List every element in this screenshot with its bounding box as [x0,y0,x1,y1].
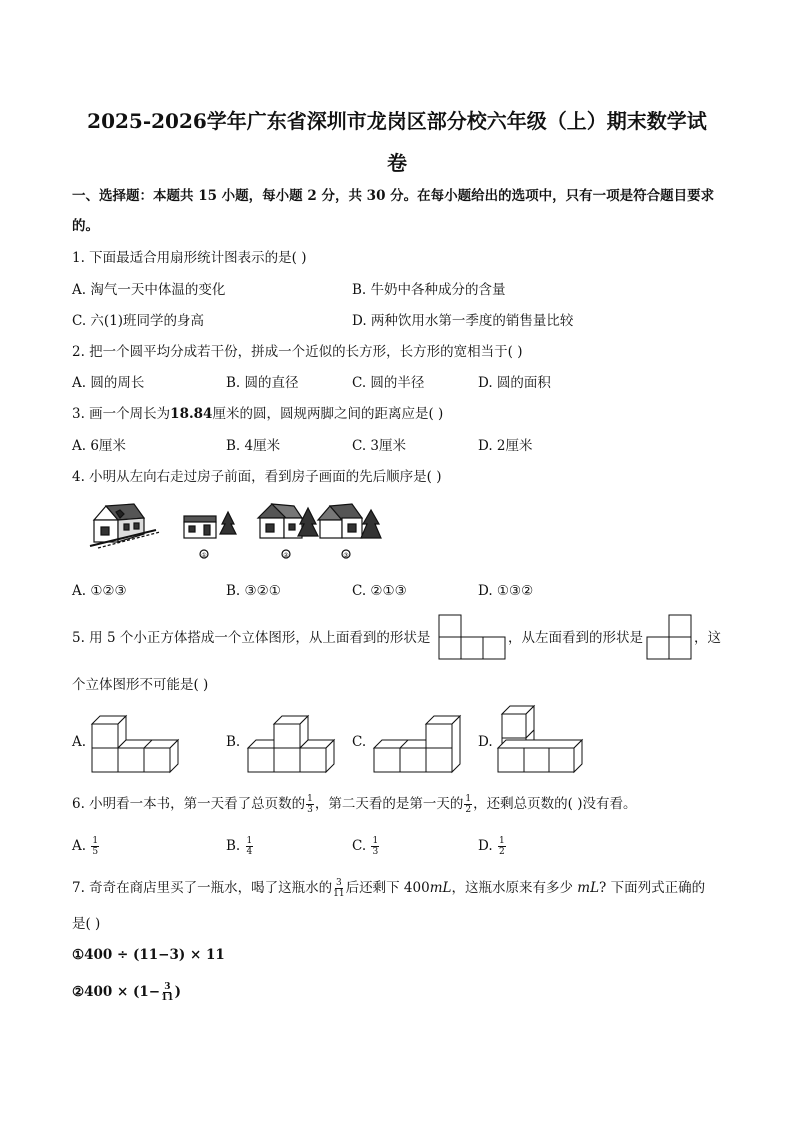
q4-stem: 4. 小明从左向右走过房子前面，看到房子画面的先后顺序是( ) [72,469,442,485]
q6-fraction-1-den: 3 [307,805,313,815]
q6-option-a-num: 1 [92,836,99,846]
q2-option-c[interactable]: C. 圆的半径 [352,375,425,391]
q4-house-illustrations [86,500,386,562]
q6-option-d-num: 1 [498,836,505,846]
q1-stem: 1. 下面最适合用扇形统计图表示的是( ) [72,250,307,266]
q5-stem-pre: 5. 用 5 个小正方体搭成一个立体图形，从上面看到的形状是 [72,630,431,646]
q5-option-d[interactable]: D. [478,734,493,750]
section-header-line-2: 的。 [72,218,99,234]
q7-option-2-fraction [161,982,174,1003]
q6-stem-c: ，还剩总页数的( )没有看。 [473,796,637,812]
q6-option-c-den: 3 [372,847,379,857]
q4-option-b[interactable]: B. ③②① [226,583,281,599]
title-line-2: 卷 [387,151,407,175]
q6-option-a-fraction [91,836,99,857]
q6-option-d-label: D. [478,838,493,854]
q7-fraction [333,878,344,899]
q6-fraction-1 [306,794,314,815]
q7-stem-c: ，这瓶水原来有多少 [451,880,578,896]
q6-option-d-den: 2 [498,847,505,857]
q5-stem-mid: ，从左面看到的形状是 [508,630,643,646]
q6-stem-a: 6. 小明看一本书，第一天看了总页数的 [72,796,306,812]
q7-option-2[interactable] [72,982,181,1003]
q6-stem-b: ，第二天看的是第一天的 [314,796,464,812]
q5-left-view-figure [646,614,692,662]
q5-option-a-figure [88,710,188,774]
q6-option-b-den: 4 [246,847,253,857]
q5-option-a[interactable]: A. [72,734,87,750]
q2-option-b[interactable]: B. 圆的直径 [226,375,299,391]
q2-option-a[interactable]: A. 圆的周长 [72,375,145,391]
q5-option-b-figure [244,710,344,774]
house-view-2-image [258,504,318,558]
q7-stem-line-2: 是( ) [72,916,101,932]
house-label-2: ② [283,552,289,559]
q6-option-d-fraction [498,836,506,857]
q1-option-a[interactable]: A. 淘气一天中体温的变化 [72,282,226,298]
section-header-line-1: 一、选择题：本题共 15 小题，每小题 2 分，共 30 分。在每小题给出的选项中，只有一项是符合题目要求 [72,188,715,204]
q7-unit-1: mL [429,880,452,896]
q1-option-c[interactable]: C. 六(1)班同学的身高 [72,313,205,329]
q3-option-d[interactable]: D. 2厘米 [478,438,533,454]
q6-option-a[interactable] [72,836,100,857]
q6-option-c[interactable] [352,836,380,857]
q6-fraction-2 [464,794,472,815]
q4-option-c[interactable]: C. ②①③ [352,583,407,599]
q7-unit-2: mL [577,880,600,896]
q5-option-c[interactable]: C. [352,734,367,750]
q5-option-c-figure [370,710,470,774]
q5-stem-line-2: 个立体图形不可能是( ) [72,677,209,693]
q6-option-b[interactable] [226,836,254,857]
q7-option-2-num: 3 [164,982,171,992]
q6-fraction-2-den: 2 [465,805,472,815]
q4-option-a[interactable]: A. ①②③ [72,583,127,599]
q6-option-a-den: 5 [92,847,99,857]
q5-stem-post: ，这 [694,630,721,646]
q7-stem [72,878,705,899]
q5-option-b[interactable]: B. [226,734,241,750]
q6-option-c-num: 1 [372,836,379,846]
q3-option-c[interactable]: C. 3厘米 [352,438,407,454]
q4-option-d[interactable]: D. ①③② [478,583,534,599]
q2-stem: 2. 把一个圆平均分成若干份，拼成一个近似的长方形，长方形的宽相当于( ) [72,344,523,360]
q6-option-d[interactable] [478,836,507,857]
q2-option-d[interactable]: D. 圆的面积 [478,375,551,391]
q3-stem-number: 18.84 [170,406,213,422]
house-view-3-image [318,504,381,558]
q3-option-b[interactable]: B. 4厘米 [226,438,281,454]
page-title [40,100,754,184]
q3-option-a[interactable]: A. 6厘米 [72,438,126,454]
q7-stem-d: ? 下面列式正确的 [599,880,706,896]
q1-option-d[interactable]: D. 两种饮用水第一季度的销售量比较 [352,313,574,329]
q3-stem [72,404,443,424]
house-label-3: ③ [343,552,349,559]
house-view-1-image [184,512,236,558]
q6-option-c-label: C. [352,838,367,854]
q7-option-2-pre: ②400 × (1− [72,984,161,1000]
q7-stem-b: 后还剩下 400 [345,880,430,896]
q7-stem-a: 7. 奇奇在商店里买了一瓶水，喝了这瓶水的 [72,880,333,896]
q3-stem-post: 厘米的圆，圆规两脚之间的距离应是( ) [212,406,444,422]
q6-stem [72,794,636,815]
q6-fraction-2-num: 1 [465,794,472,804]
q6-option-b-label: B. [226,838,241,854]
q6-option-c-fraction [371,836,379,857]
q7-fraction-den: 11 [333,889,345,899]
q7-option-2-den: 11 [161,993,174,1003]
q5-option-d-figure [496,700,586,782]
q6-fraction-1-num: 1 [307,794,313,804]
house-perspective-image [90,504,160,548]
house-label-1: ① [201,552,207,559]
title-line-1: 2025-2026学年广东省深圳市龙岗区部分校六年级（上）期末数学试 [87,109,707,133]
q6-option-b-num: 1 [246,836,253,846]
q7-option-1[interactable]: ①400 ÷ (11−3) × 11 [72,947,225,963]
q6-option-a-label: A. [72,838,87,854]
q6-option-b-fraction [246,836,254,857]
q1-option-b[interactable]: B. 牛奶中各种成分的含量 [352,282,506,298]
q3-stem-pre: 3. 画一个周长为 [72,406,171,422]
q7-option-2-post: ) [174,984,182,1000]
q7-fraction-num: 3 [336,878,342,888]
q5-top-view-figure [438,614,506,662]
